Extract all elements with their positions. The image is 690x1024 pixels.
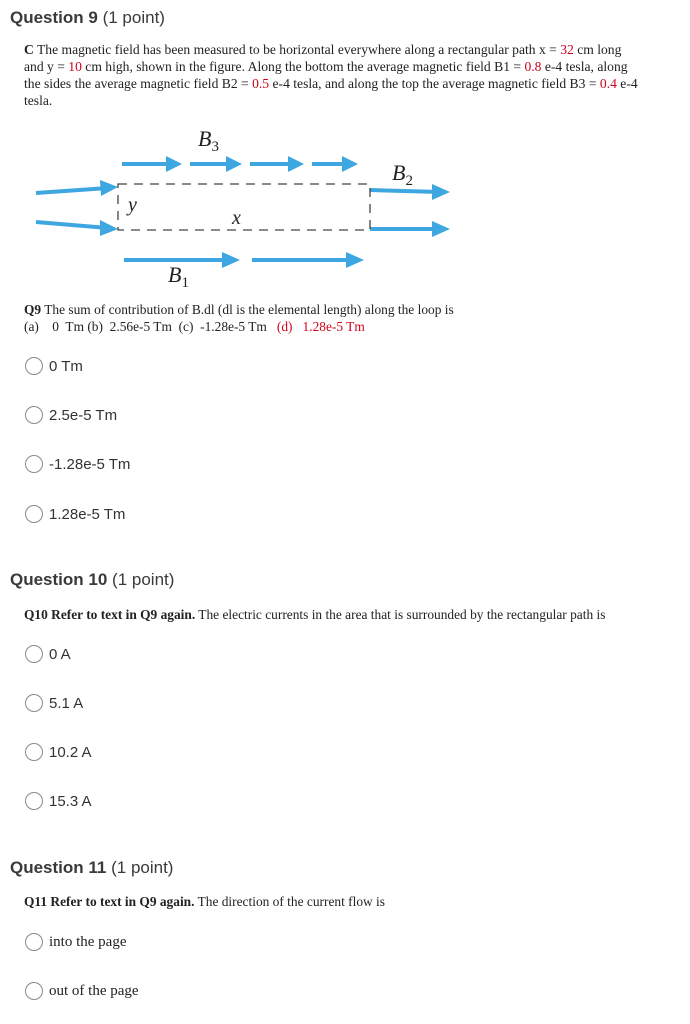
option-label: 10.2 A [49,743,92,761]
b3-value: 0.4 [599,76,617,91]
intro-text: e-4 tesla, and along the top the average magnetic field B3 = [269,76,600,91]
question-9-heading [10,8,165,28]
choices-plain: (a) 0 Tm (b) 2.56e-5 Tm (c) -1.28e-5 Tm [24,319,267,334]
q9-option-3[interactable] [25,453,130,475]
radio-button[interactable] [25,505,43,523]
left-arrow-top [36,188,108,193]
radio-button[interactable] [25,694,43,712]
question-11-heading [10,858,173,878]
q9-label: Q9 [24,302,42,317]
intro-text: cm long and y = [24,42,622,74]
b2-arrow-top [370,190,440,192]
b1-arrowhead [346,252,364,268]
q9-text: The sum of contribution of B.dl (dl is the elemental length) along the loop is [41,302,454,317]
option-label: 2.5e-5 Tm [49,406,118,424]
left-arrow-bottom [36,222,108,228]
option-label: -1.28e-5 Tm [49,455,131,473]
intro-text: e-4 tesla. [24,76,638,108]
option-label: 0 Tm [49,357,83,375]
q10-option-2[interactable] [25,692,83,714]
q11-text: The direction of the current flow is [194,894,385,909]
label-y: y [128,194,137,216]
b2-arrowhead-top [432,184,450,200]
radio-button[interactable] [25,357,43,375]
question-9-intro [24,41,644,109]
q9-option-2[interactable] [25,404,117,426]
q9-option-4[interactable] [25,503,125,525]
option-label: 5.1 A [49,694,84,712]
q9-option-1[interactable] [25,355,83,377]
q10-text: The electric currents in the area that is surrounded by the rectangular path is [195,607,606,622]
b3-arrowhead [226,156,242,172]
radio-button[interactable] [25,455,43,473]
question-title: Question 9 [10,8,98,27]
y-value: 10 [68,59,82,74]
choices-highlighted: (d) 1.28e-5 Tm [276,319,365,334]
question-points: (1 point) [102,8,165,27]
q11-label: Q11 Refer to text in Q9 again. [24,894,195,909]
question-9-choices-line [24,318,644,335]
left-arrowhead-top [100,180,118,196]
q11-option-2[interactable] [25,980,139,1002]
b2-arrowhead-bottom [432,221,450,237]
magnetic-field-figure [0,118,480,293]
option-label: into the page [49,933,127,950]
label-x: x [232,207,241,229]
b1-arrowhead [222,252,240,268]
intro-text: e-4 tesla, along the sides the average magnetic field B2 = [24,59,628,91]
b3-arrowhead [288,156,304,172]
question-11-prompt [24,893,644,910]
intro-label: C [24,42,34,57]
question-10-prompt [24,606,644,623]
radio-button[interactable] [25,743,43,761]
question-points: (1 point) [111,858,174,877]
option-label: 15.3 A [49,792,92,810]
b2-value: 0.5 [252,76,270,91]
question-10-heading [10,570,174,590]
x-value: 32 [560,42,574,57]
radio-button[interactable] [25,406,43,424]
q10-option-1[interactable] [25,643,71,665]
q10-option-4[interactable] [25,790,92,812]
radio-button[interactable] [25,933,43,951]
q10-label: Q10 Refer to text in Q9 again. [24,607,196,622]
radio-button[interactable] [25,982,43,1000]
option-label: 1.28e-5 Tm [49,505,126,523]
left-arrowhead-bottom [100,220,118,236]
rectangular-path [118,184,370,230]
option-label: 0 A [49,645,71,663]
radio-button[interactable] [25,792,43,810]
question-title: Question 11 [10,858,107,877]
question-points: (1 point) [112,570,175,589]
label-b2: $B_2$ [392,160,413,189]
intro-text: The magnetic field has been measured to be horizontal everywhere along a rectangular path x = [33,42,561,57]
question-title: Question 10 [10,570,108,589]
intro-text: cm high, shown in the figure. Along the bottom the average magnetic field B1 = [81,59,525,74]
radio-button[interactable] [25,645,43,663]
b1-value: 0.8 [524,59,542,74]
option-label: out of the page [49,982,139,999]
q11-option-1[interactable] [25,931,126,953]
label-b1: $B_1$ [168,262,189,291]
label-b3: $B_3$ [198,126,219,155]
question-9-prompt [24,301,644,318]
b3-arrowhead [166,156,182,172]
q10-option-3[interactable] [25,741,92,763]
b3-arrowhead [342,156,358,172]
